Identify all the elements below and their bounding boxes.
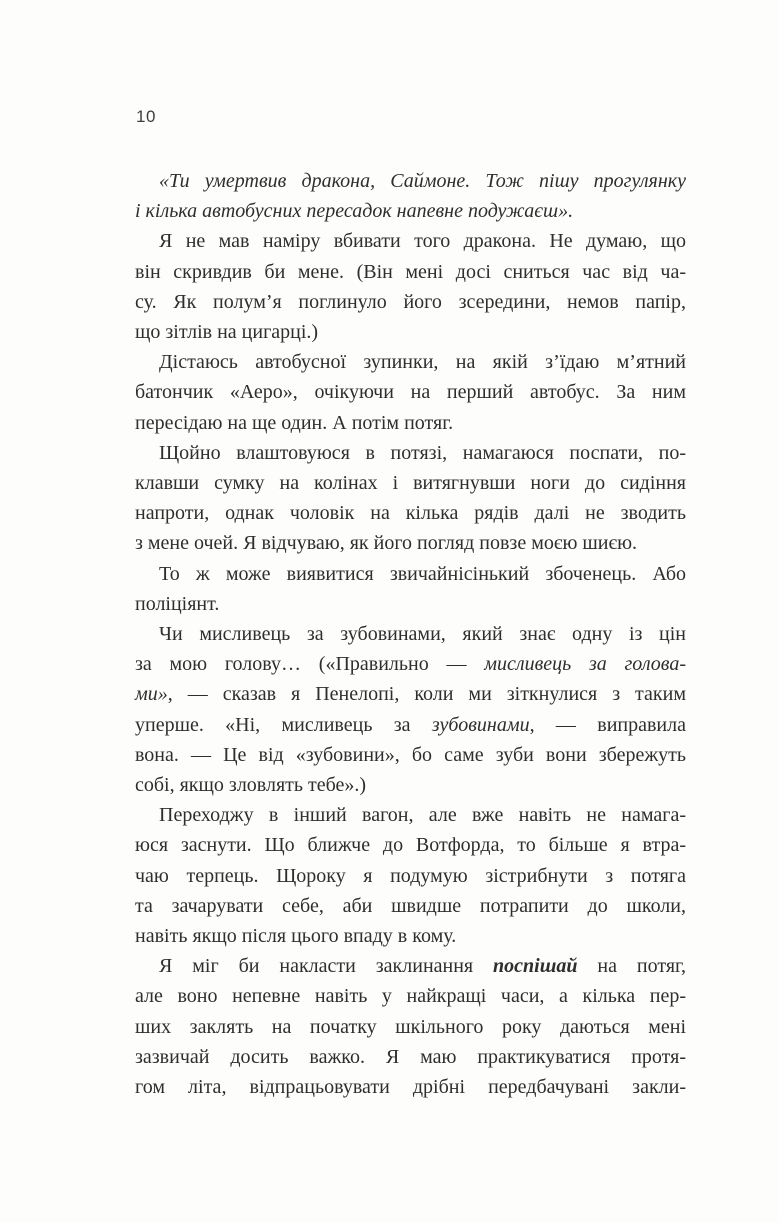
text-segment: він скривдив би мене. (Він мені досі сниться час від ча- [135, 260, 686, 283]
paragraph [135, 800, 686, 951]
text-segment: та зачарувати себе, аби швидше потрапити до школи, [135, 894, 686, 917]
text-segment: Чи мисливець за зубовинами, який знає одну із цін [159, 623, 686, 646]
paragraph [135, 226, 686, 347]
paragraph [135, 347, 686, 438]
text-segment: ми» [135, 683, 168, 706]
text-line [135, 710, 686, 740]
text-segment: за мою голову… («Правильно — [135, 653, 485, 676]
text-segment: Переходжу в інший вагон, але вже навіть не намага- [159, 804, 686, 827]
text-segment: чаю терпець. Щороку я подумую зістрибнути з потяга [135, 864, 686, 887]
text-line [135, 861, 686, 891]
text-line [135, 740, 686, 770]
text-segment: що зітлів на цигарці.) [135, 321, 319, 344]
text-line [135, 377, 686, 407]
text-line [135, 1012, 686, 1042]
text-line [135, 981, 686, 1011]
text-segment: То ж може виявитися звичайнісінький збоченець. Або [159, 562, 686, 585]
text-segment: Щойно влаштовуюся в потязі, намагаюся поспати, по- [159, 441, 686, 464]
text-line [135, 196, 686, 226]
text-segment: , — виправила [529, 713, 686, 736]
text-segment: і кілька автобусних пересадок напевне подужаєш». [135, 200, 574, 223]
text-line [135, 921, 686, 951]
text-segment: уперше. «Ні, мисливець за [135, 713, 432, 736]
text-line [135, 619, 686, 649]
text-segment: зазвичай досить важко. Я маю практикуватися протя- [135, 1045, 686, 1068]
text-segment: Я міг би накласти заклинання [159, 955, 494, 978]
paragraph [135, 438, 686, 559]
text-segment: поспішай [493, 955, 578, 978]
text-segment: з мене очей. Я відчуваю, як його погляд повзе моєю шиєю. [135, 532, 638, 555]
text-segment: але воно непевне навіть у найкращі часи, а кілька пер- [135, 985, 686, 1008]
text-line [135, 347, 686, 377]
text-segment: батончик «Аеро», очікуючи на перший автобус. За ним [135, 381, 686, 404]
text-segment: Дістаюсь автобусної зупинки, на якій з’їдаю м’ятний [159, 351, 686, 374]
text-line [135, 528, 686, 558]
paragraph [135, 951, 686, 1102]
text-segment: , — сказав я Пенелопі, коли ми зіткнулися з таким [167, 683, 686, 706]
text-segment: напроти, однак чоловік на кілька рядів далі не зводить [135, 502, 686, 525]
text-line [135, 166, 686, 196]
text-line [135, 589, 686, 619]
text-line [135, 257, 686, 287]
text-line [135, 226, 686, 256]
text-segment: поліціянт. [135, 592, 220, 615]
paragraph [135, 559, 686, 619]
text-line [135, 770, 686, 800]
text-segment: ших заклять на початку шкільного року даються мені [135, 1015, 686, 1038]
text-line [135, 1042, 686, 1072]
text-line [135, 408, 686, 438]
page-number: 10 [136, 107, 156, 126]
text-line [135, 649, 686, 679]
text-line [135, 800, 686, 830]
text-line [135, 951, 686, 981]
text-segment: мисливець за голова- [484, 653, 686, 676]
text-segment: собі, якщо зловлять тебе».) [135, 774, 367, 797]
text-segment: гом літа, відпрацьовувати дрібні передбачувані закли- [135, 1076, 686, 1099]
text-line [135, 287, 686, 317]
text-segment: на потяг, [577, 955, 686, 978]
text-line [135, 679, 686, 709]
text-line [135, 317, 686, 347]
text-segment: юся заснути. Що ближче до Вотфорда, то більше я втра- [135, 834, 686, 857]
text-segment: вона. — Це від «зубовини», бо саме зуби вони збережуть [135, 743, 686, 766]
text-line [135, 438, 686, 468]
text-line [135, 498, 686, 528]
text-line [135, 559, 686, 589]
text-segment: пересідаю на ще один. А потім потяг. [135, 411, 454, 434]
text-line [135, 891, 686, 921]
text-line [135, 830, 686, 860]
text-segment: «Ти умертвив дракона, Саймоне. Тож пішу прогулянку [159, 170, 686, 192]
text-line [135, 468, 686, 498]
text-line [135, 1072, 686, 1102]
text-segment: навіть якщо після цього впаду в кому. [135, 925, 457, 948]
paragraph [135, 166, 686, 226]
text-segment: Я не мав наміру вбивати того дракона. Не думаю, що [159, 230, 686, 253]
text-segment: зубовинами [431, 713, 530, 736]
text-segment: клавши сумку на колінах і витягнувши ноги до сидіння [135, 472, 686, 495]
paragraph [135, 619, 686, 800]
page-text [135, 166, 686, 1102]
text-segment: су. Як полум’я поглинуло його зсередини, немов папір, [135, 290, 686, 313]
